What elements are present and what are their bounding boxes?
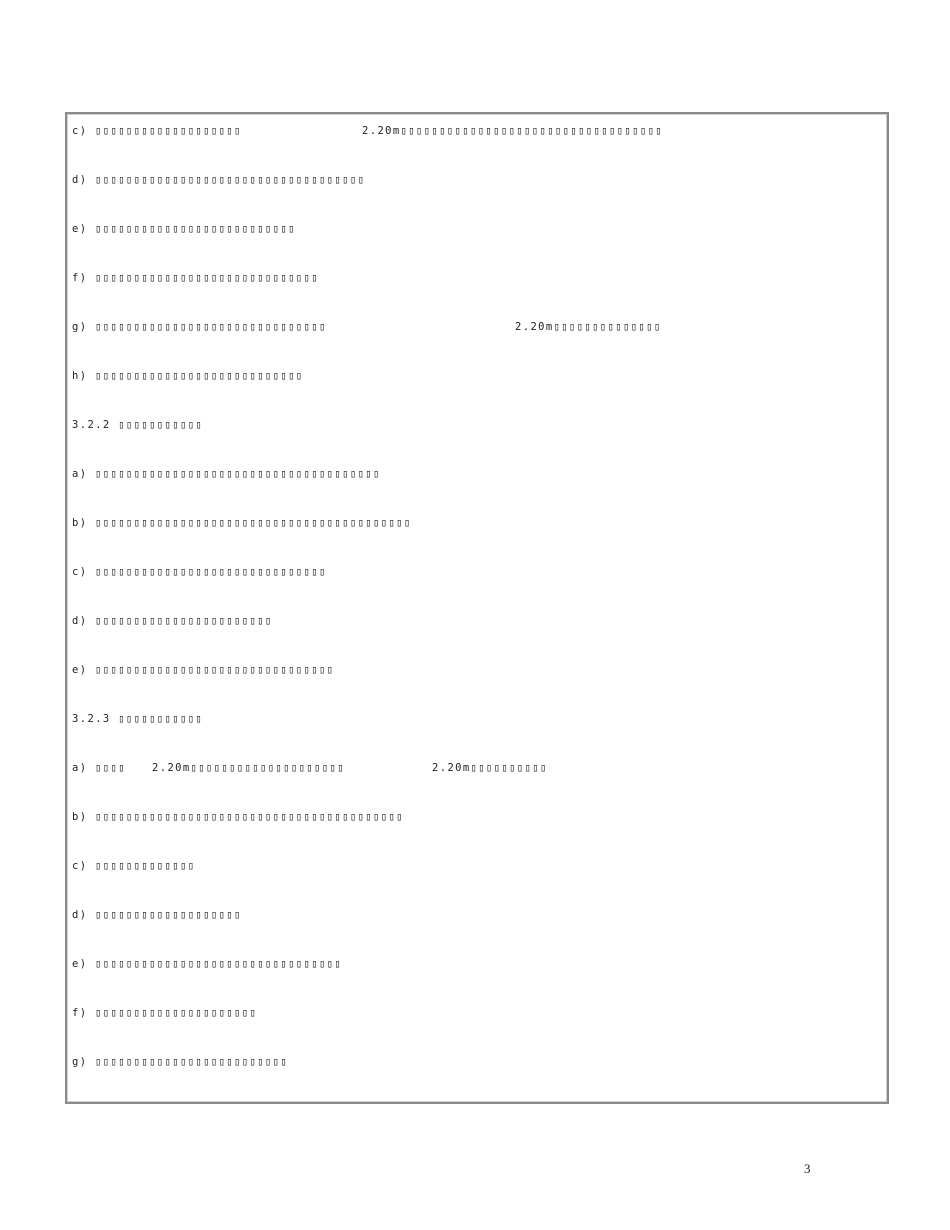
item-text: g) ▯▯▯▯▯▯▯▯▯▯▯▯▯▯▯▯▯▯▯▯▯▯▯▯▯ [72,1056,289,1068]
item-text: b) ▯▯▯▯▯▯▯▯▯▯▯▯▯▯▯▯▯▯▯▯▯▯▯▯▯▯▯▯▯▯▯▯▯▯▯▯▯▯▯▯▯ [72,517,412,529]
list-item [72,563,327,581]
list-item [72,955,343,973]
item-text-continued: 2.20m▯▯▯▯▯▯▯▯▯▯▯▯▯▯ [515,321,662,333]
section-heading-text: 3.2.2 ▯▯▯▯▯▯▯▯▯▯▯ [72,419,204,431]
list-item [72,1004,258,1022]
list-item [72,465,381,483]
item-text: e) ▯▯▯▯▯▯▯▯▯▯▯▯▯▯▯▯▯▯▯▯▯▯▯▯▯▯▯▯▯▯▯ [72,664,335,676]
item-text: a) ▯▯▯▯▯▯▯▯▯▯▯▯▯▯▯▯▯▯▯▯▯▯▯▯▯▯▯▯▯▯▯▯▯▯▯▯▯ [72,468,381,480]
list-item [72,318,662,336]
list-item [72,1053,289,1071]
item-text: c) ▯▯▯▯▯▯▯▯▯▯▯▯▯▯▯▯▯▯▯ [72,125,242,137]
item-text: f) ▯▯▯▯▯▯▯▯▯▯▯▯▯▯▯▯▯▯▯▯▯▯▯▯▯▯▯▯▯ [72,272,320,284]
item-text: a) ▯▯▯▯ [72,762,127,774]
item-text: f) ▯▯▯▯▯▯▯▯▯▯▯▯▯▯▯▯▯▯▯▯▯ [72,1007,258,1019]
section-heading [72,416,204,434]
list-item [72,220,296,238]
item-text: b) ▯▯▯▯▯▯▯▯▯▯▯▯▯▯▯▯▯▯▯▯▯▯▯▯▯▯▯▯▯▯▯▯▯▯▯▯▯▯▯▯ [72,811,405,823]
list-item [72,171,366,189]
list-item [72,808,405,826]
item-text-continued: 2.20m▯▯▯▯▯▯▯▯▯▯ [432,762,548,774]
list-item [72,612,273,630]
list-item [72,514,412,532]
item-text: d) ▯▯▯▯▯▯▯▯▯▯▯▯▯▯▯▯▯▯▯▯▯▯▯ [72,615,273,627]
section-heading-text: 3.2.3 ▯▯▯▯▯▯▯▯▯▯▯ [72,713,204,725]
section-heading [72,710,204,728]
item-text: e) ▯▯▯▯▯▯▯▯▯▯▯▯▯▯▯▯▯▯▯▯▯▯▯▯▯▯▯▯▯▯▯▯ [72,958,343,970]
list-item [72,367,304,385]
item-text-continued: 2.20m▯▯▯▯▯▯▯▯▯▯▯▯▯▯▯▯▯▯▯▯ [152,762,346,774]
page-number: 3 [804,1161,811,1176]
item-text: h) ▯▯▯▯▯▯▯▯▯▯▯▯▯▯▯▯▯▯▯▯▯▯▯▯▯▯▯ [72,370,304,382]
item-text: e) ▯▯▯▯▯▯▯▯▯▯▯▯▯▯▯▯▯▯▯▯▯▯▯▯▯▯ [72,223,296,235]
item-text: c) ▯▯▯▯▯▯▯▯▯▯▯▯▯ [72,860,196,872]
item-text: d) ▯▯▯▯▯▯▯▯▯▯▯▯▯▯▯▯▯▯▯▯▯▯▯▯▯▯▯▯▯▯▯▯▯▯▯ [72,174,366,186]
list-item [72,122,664,140]
item-text: g) ▯▯▯▯▯▯▯▯▯▯▯▯▯▯▯▯▯▯▯▯▯▯▯▯▯▯▯▯▯▯ [72,321,327,333]
list-item [72,661,335,679]
item-text-continued: 2.20m▯▯▯▯▯▯▯▯▯▯▯▯▯▯▯▯▯▯▯▯▯▯▯▯▯▯▯▯▯▯▯▯▯▯ [362,125,664,137]
list-item [72,857,196,875]
item-text: d) ▯▯▯▯▯▯▯▯▯▯▯▯▯▯▯▯▯▯▯ [72,909,242,921]
list-item [72,906,242,924]
content-box [65,112,889,1104]
list-item [72,269,320,287]
item-text: c) ▯▯▯▯▯▯▯▯▯▯▯▯▯▯▯▯▯▯▯▯▯▯▯▯▯▯▯▯▯▯ [72,566,327,578]
list-item [72,759,548,777]
